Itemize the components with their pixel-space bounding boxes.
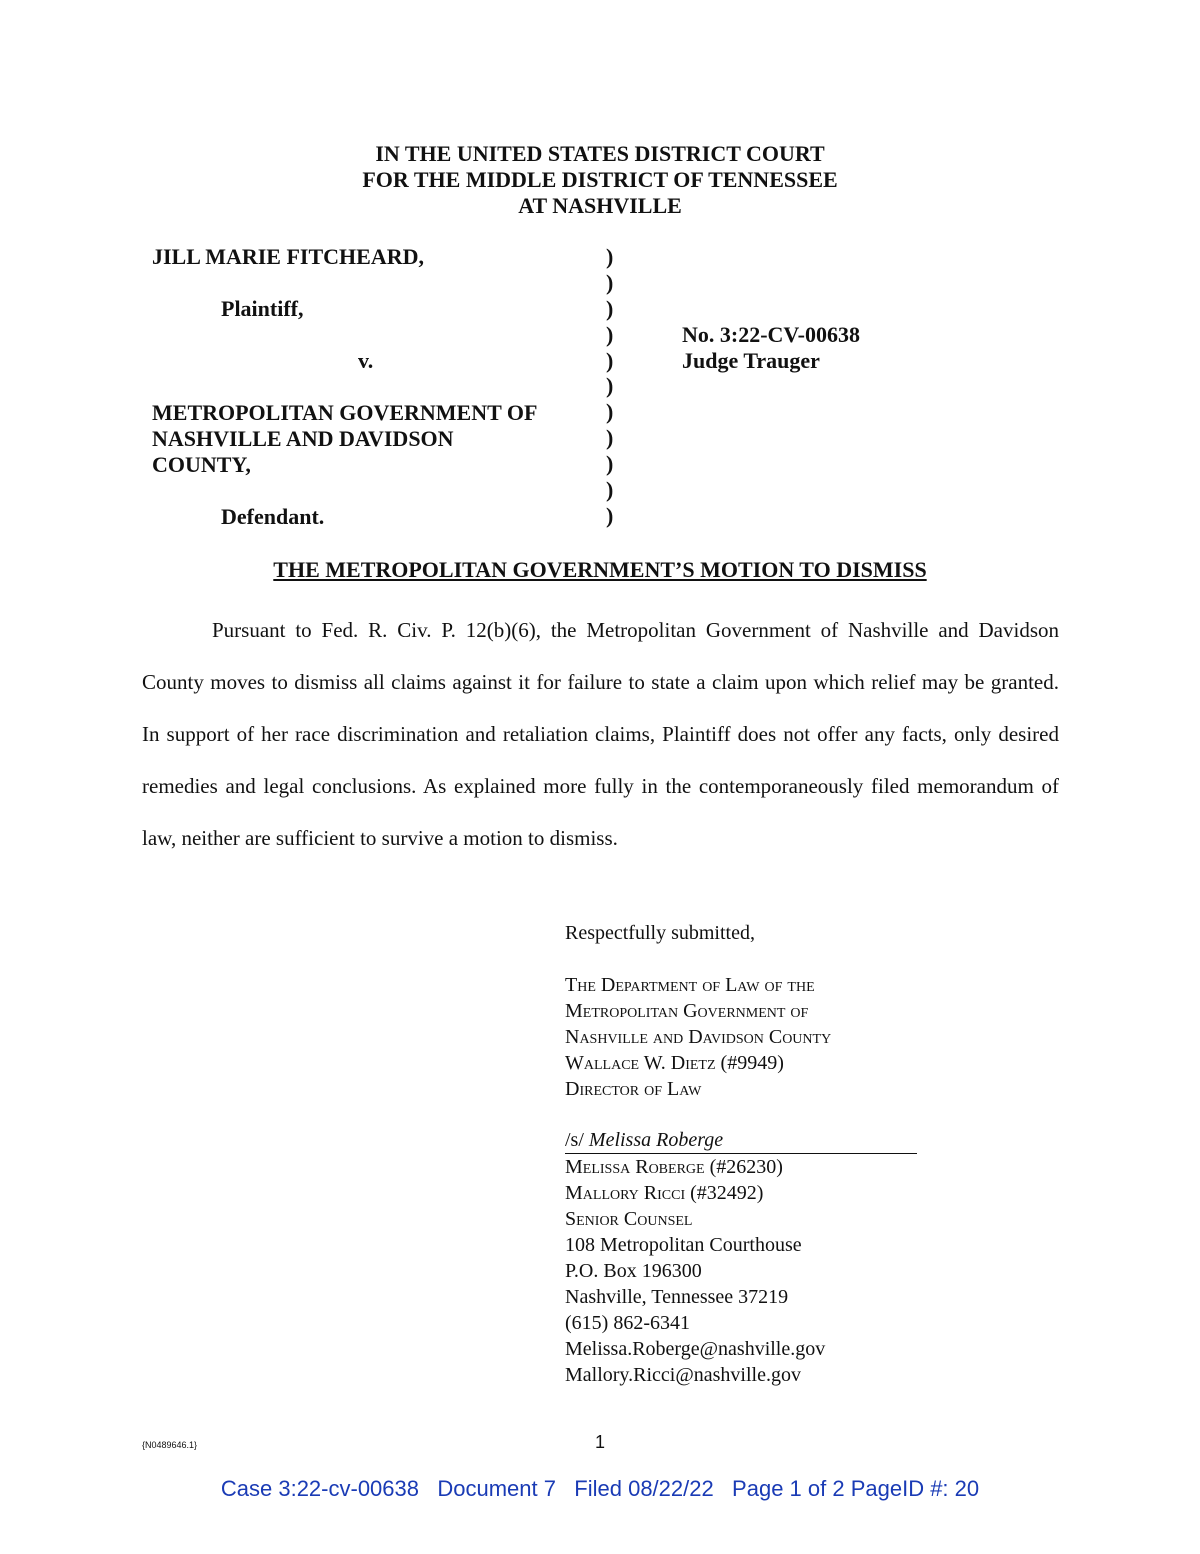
caption-paren: ): [606, 244, 614, 269]
defendant-name-line-3: COUNTY,: [152, 452, 251, 477]
court-line-2: FOR THE MIDDLE DISTRICT OF TENNESSEE: [362, 167, 838, 192]
director-title: Director of Law: [565, 1078, 702, 1100]
caption-paren: ): [606, 295, 614, 321]
director-name: Wallace W. Dietz (#9949): [565, 1052, 784, 1074]
case-caption: [152, 244, 1052, 534]
document-id: {N0489646.1}: [142, 1440, 198, 1450]
attorney-1: Melissa Roberge (#26230): [565, 1156, 783, 1178]
caption-paren: ): [606, 321, 614, 347]
signature-block: [565, 1127, 917, 1388]
address-line-3: Nashville, Tennessee 37219: [565, 1286, 789, 1308]
defendant-name-line-1: METROPOLITAN GOVERNMENT OF: [152, 400, 538, 425]
dept-line-3: Nashville and Davidson County: [565, 1026, 832, 1048]
ecf-footer: Case 3:22-cv-00638 Document 7 Filed 08/22/22 Page 1 of 2 PageID #: 20: [220, 1476, 980, 1501]
defendant-role: Defendant.: [221, 504, 325, 529]
attorney-title: Senior Counsel: [565, 1208, 693, 1230]
caption-paren: ): [606, 425, 614, 451]
law-department-block: [565, 972, 831, 1102]
email-2: Mallory.Ricci@nashville.gov: [565, 1364, 801, 1386]
court-line-3: AT NASHVILLE: [518, 193, 682, 218]
caption-parentheses: [606, 244, 613, 529]
page-number: 1: [594, 1432, 605, 1452]
signature-prefix: /s/: [565, 1129, 584, 1151]
plaintiff-role: Plaintiff,: [221, 296, 304, 321]
judge-name: Judge Trauger: [682, 348, 820, 373]
body-paragraph: Pursuant to Fed. R. Civ. P. 12(b)(6), the Metropolitan Government of Nashville and Davidson County moves to dismiss all claims against it for failure to state a claim upon which relief may be granted. In support of her race discrimination and retaliation claims, Plaintiff does not offer any facts, only desired remedies and legal conclusions. As explained more fully in the contemporaneously filed memorandum of law, neither are sufficient to survive a motion to dismiss.: [142, 618, 1059, 850]
caption-paren: ): [606, 477, 614, 503]
signature-line: [565, 1127, 917, 1154]
caption-paren: ): [606, 451, 614, 477]
closing: Respectfully submitted,: [565, 922, 755, 944]
plaintiff-name: JILL MARIE FITCHEARD,: [152, 244, 424, 269]
court-heading: [0, 141, 1200, 219]
motion-body: [142, 604, 1059, 864]
caption-paren: ): [606, 502, 614, 528]
signature-name: Melissa Roberge: [588, 1129, 724, 1151]
motion-title: THE METROPOLITAN GOVERNMENT’S MOTION TO DISMISS: [273, 557, 927, 582]
caption-paren: ): [606, 269, 614, 295]
caption-paren: ): [606, 347, 614, 373]
caption-paren: ): [606, 373, 614, 399]
court-line-1: IN THE UNITED STATES DISTRICT COURT: [375, 141, 825, 166]
phone-number: (615) 862-6341: [565, 1312, 690, 1334]
case-info: [682, 322, 860, 374]
defendant-name-line-2: NASHVILLE AND DAVIDSON: [152, 426, 454, 451]
versus: v.: [358, 348, 374, 373]
email-1: Melissa.Roberge@nashville.gov: [565, 1338, 826, 1360]
dept-line-2: Metropolitan Government of: [565, 1000, 809, 1022]
caption-paren: ): [606, 399, 614, 425]
case-number: No. 3:22-CV-00638: [682, 322, 861, 347]
address-line-2: P.O. Box 196300: [565, 1260, 702, 1282]
address-line-1: 108 Metropolitan Courthouse: [565, 1234, 802, 1256]
attorney-2: Mallory Ricci (#32492): [565, 1182, 764, 1204]
dept-line-1: The Department of Law of the: [565, 974, 815, 996]
